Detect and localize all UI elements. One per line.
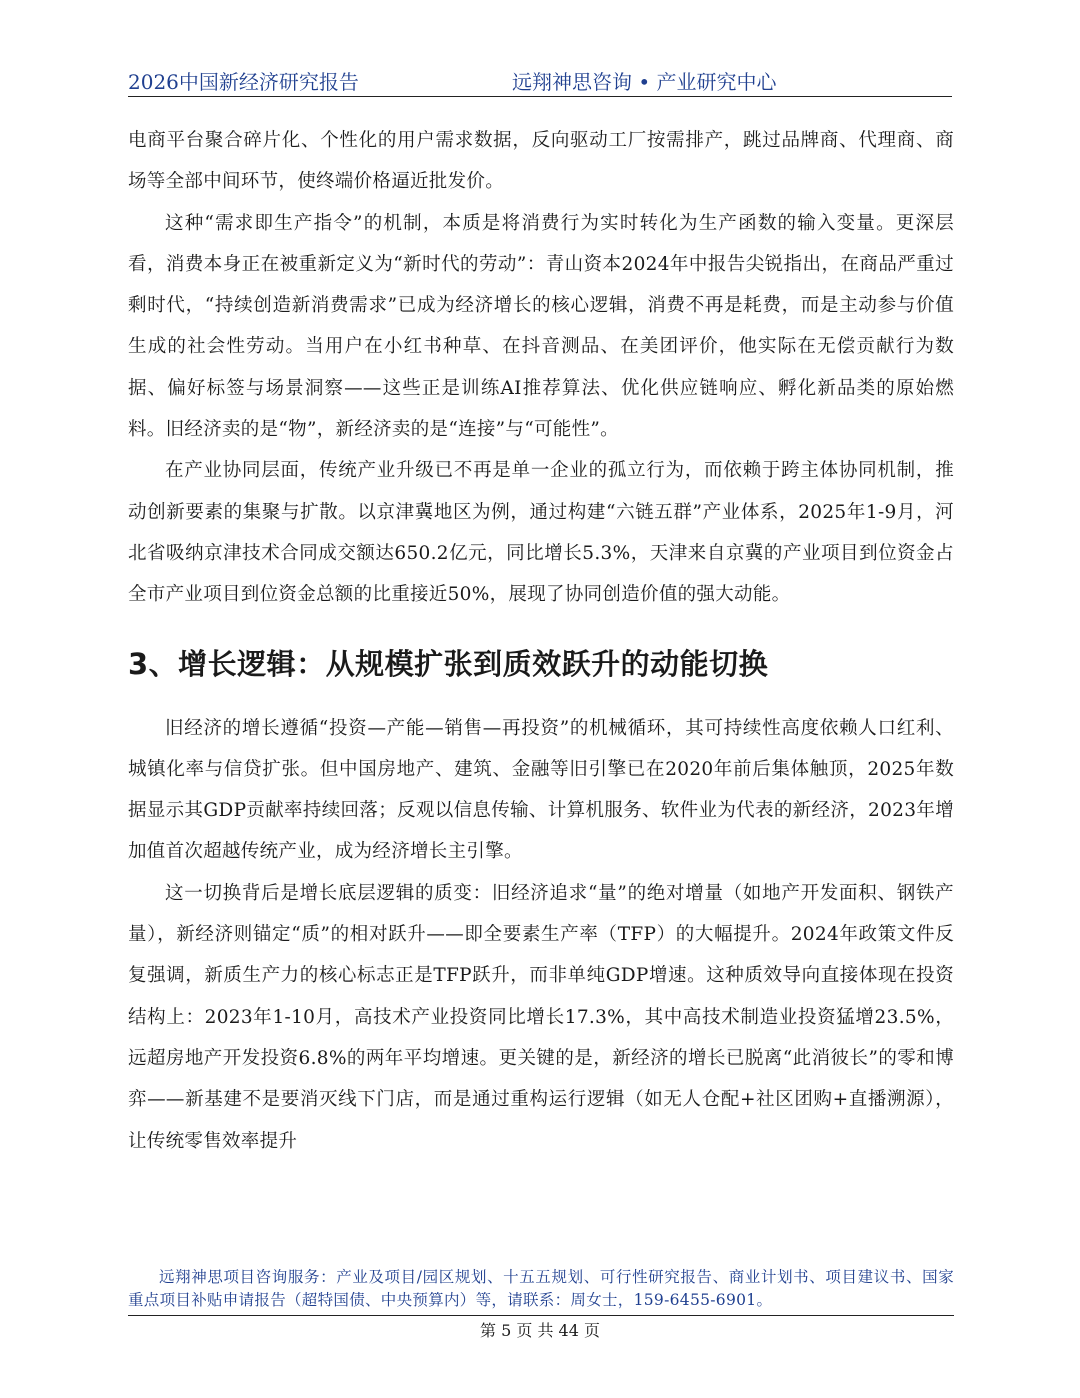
paragraph: 这种“需求即生产指令”的机制，本质是将消费行为实时转化为生产函数的输入变量。更深层看，消费本身正在被重新定义为“新时代的劳动”：青山资本2024年中报告尖锐指出，在商品严重过剩时代，“持续创造新消费需求”已成为经济增长的核心逻辑，消费不再是耗费，而是主动参与价值生成的社会性劳动。当用户在小红书种草、在抖音测品、在美团评价，他实际在无偿贡献行为数据、偏好标签与场景洞察——这些正是训练AI推荐算法、优化供应链响应、孵化新品类的原始燃料。旧经济卖的是“物”，新经济卖的是“连接”与“可能性”。 — [128, 212, 954, 441]
consulting-contact-note: 远翔神思项目咨询服务：产业及项目/园区规划、十五五规划、可行性研究报告、商业计划书、项目建议书、国家重点项目补贴申请报告（超特国债、中央预算内）等，请联系：周女士，159-6455-6901。 — [128, 1268, 954, 1309]
section-heading: 3、增长逻辑：从规模扩张到质效跃升的动能切换 — [128, 646, 769, 681]
paragraph: 电商平台聚合碎片化、个性化的用户需求数据，反向驱动工厂按需排产，跳过品牌商、代理商、商场等全部中间环节，使终端价格逼近批发价。 — [128, 130, 954, 193]
page-header — [128, 62, 952, 97]
main-content — [128, 120, 954, 1162]
report-title: 2026中国新经济研究报告 — [128, 70, 359, 94]
paragraph: 在产业协同层面，传统产业升级已不再是单一企业的孤立行为，而依赖于跨主体协同机制，推动创新要素的集聚与扩散。以京津冀地区为例，通过构建“六链五群”产业体系，2025年1-9月，河北省吸纳京津技术合同成交额达650.2亿元，同比增长5.3%，天津来自京冀的产业项目到位资金占全市产业项目到位资金总额的比重接近50%，展现了协同创造价值的强大动能。 — [128, 460, 954, 606]
paragraph: 旧经济的增长遵循“投资—产能—销售—再投资”的机械循环，其可持续性高度依赖人口红利、城镇化率与信贷扩张。但中国房地产、建筑、金融等旧引擎已在2020年前后集体触顶，2025年数据显示其GDP贡献率持续回落；反观以信息传输、计算机服务、软件业为代表的新经济，2023年增加值首次超越传统产业，成为经济增长主引擎。 — [128, 717, 954, 863]
footer-divider — [128, 1315, 954, 1316]
page-number: 第 5 页 共 44 页 — [480, 1321, 600, 1340]
publisher-name: 远翔神思咨询 • 产业研究中心 — [512, 70, 777, 94]
paragraph: 这一切换背后是增长底层逻辑的质变：旧经济追求“量”的绝对增量（如地产开发面积、钢铁产量），新经济则锚定“质”的相对跃升——即全要素生产率（TFP）的大幅提升。2024年政策文件反复强调，新质生产力的核心标志正是TFP跃升，而非单纯GDP增速。这种质效导向直接体现在投资结构上：2023年1-10月，高技术产业投资同比增长17.3%，其中高技术制造业投资猛增23.5%，远超房地产开发投资6.8%的两年平均增速。更关键的是，新经济的增长已脱离“此消彼长”的零和博弈——新基建不是要消灭线下门店，而是通过重构运行逻辑（如无人仓配+社区团购+直播溯源），让传统零售效率提升 — [128, 882, 954, 1152]
